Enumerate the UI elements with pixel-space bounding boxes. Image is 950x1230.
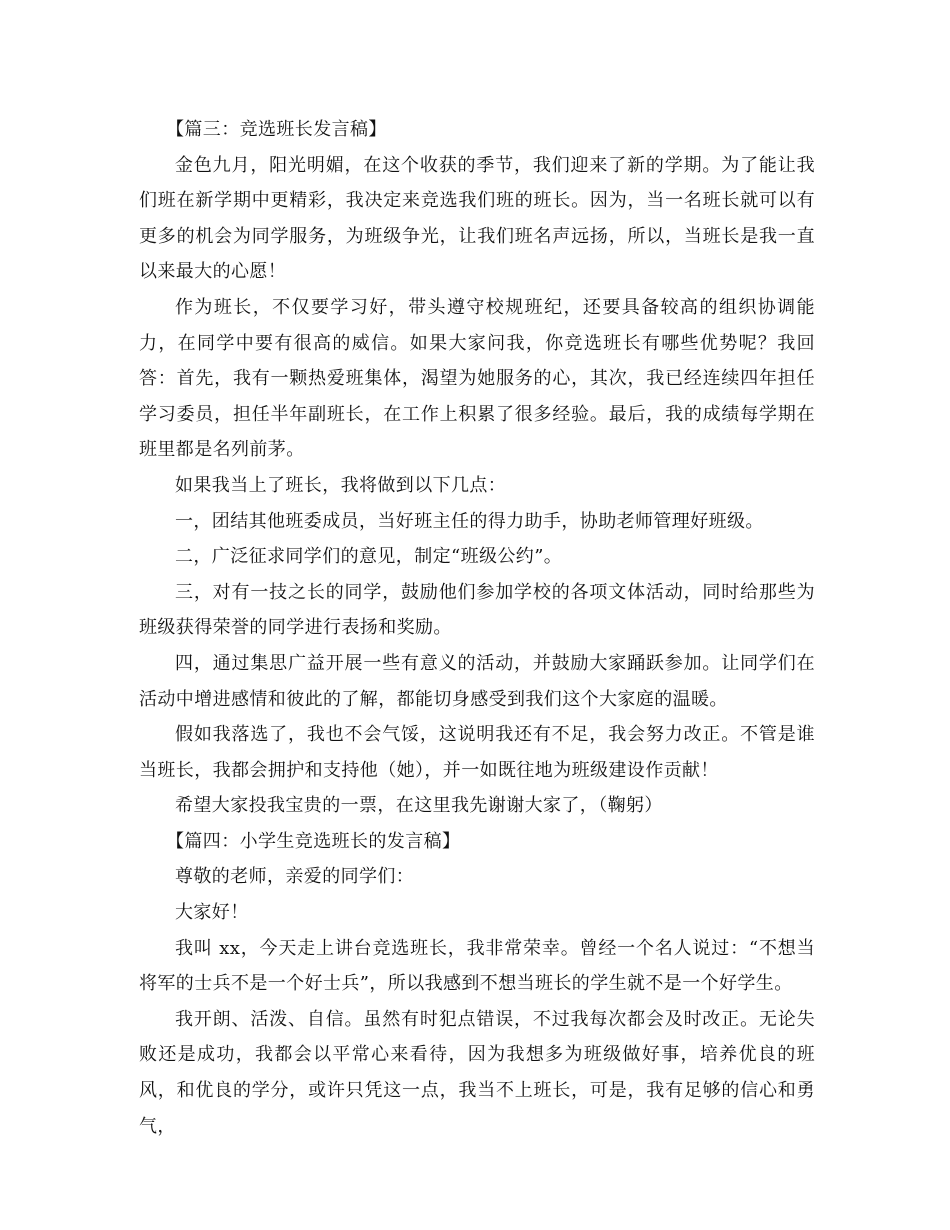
list-item-2: 二，广泛征求同学们的意见，制定“班级公约”。 bbox=[175, 546, 563, 568]
section-heading-4: 【篇四：小学生竞选班长的发言稿】 bbox=[166, 830, 461, 852]
paragraph: 我叫 xx，今天走上讲台竞选班长，我非常荣幸。曾经一个名人说过：“不想当将军的士兵不是一个好士兵”，所以我感到不想当班长的学生就不是一个好学生。 bbox=[139, 937, 815, 995]
paragraph: 假如我落选了，我也不会气馁，这说明我还有不足，我会努力改正。不管是谁当班长，我都会拥护和支持他（她），并一如既往地为班级建设作贡献！ bbox=[139, 724, 815, 781]
paragraph: 希望大家投我宝贵的一票，在这里我先谢谢大家了，（鞠躬） bbox=[175, 795, 663, 817]
list-item-1: 一，团结其他班委成员，当好班主任的得力助手，协助老师管理好班级。 bbox=[175, 510, 764, 532]
document-page bbox=[139, 112, 815, 1144]
paragraph: 我开朗、活泼、自信。虽然有时犯点错误，不过我每次都会及时改正。无论失败还是成功，我都会以平常心来看待，因为我想多为班级做好事，培养优良的班风，和优良的学分，或许只凭这一点，我当不上班长，可是，我有足够的信心和勇气， bbox=[139, 1008, 815, 1137]
paragraph: 作为班长，不仅要学习好，带头遵守校规班纪，还要具备较高的组织协调能力，在同学中要有很高的威信。如果大家问我，你竞选班长有哪些优势呢？我回答：首先，我有一颗热爱班集体，渴望为她服务的心，其次，我已经连续四年担任学习委员，担任半年副班长，在工作上积累了很多经验。最后，我的成绩每学期在班里都是名列前茅。 bbox=[139, 296, 815, 461]
greeting: 大家好！ bbox=[175, 902, 249, 924]
section-heading-3: 【篇三：竞选班长发言稿】 bbox=[166, 119, 387, 140]
paragraph: 金色九月，阳光明媚，在这个收获的季节，我们迎来了新的学期。为了能让我们班在新学期中更精彩，我决定来竞选我们班的班长。因为，当一名班长就可以有更多的机会为同学服务，为班级争光，让我们班名声远扬，所以，当班长是我一直以来最大的心愿！ bbox=[139, 154, 815, 283]
paragraph: 如果我当上了班长，我将做到以下几点： bbox=[175, 474, 507, 496]
list-item-4: 四，通过集思广益开展一些有意义的活动，并鼓励大家踊跃参加。让同学们在活动中增进感情和彼此的了解，都能切身感受到我们这个大家庭的温暖。 bbox=[139, 652, 815, 710]
list-item-3: 三，对有一技之长的同学，鼓励他们参加学校的各项文体活动，同时给那些为班级获得荣誉的同学进行表扬和奖励。 bbox=[139, 581, 815, 639]
salutation: 尊敬的老师，亲爱的同学们： bbox=[175, 866, 415, 888]
